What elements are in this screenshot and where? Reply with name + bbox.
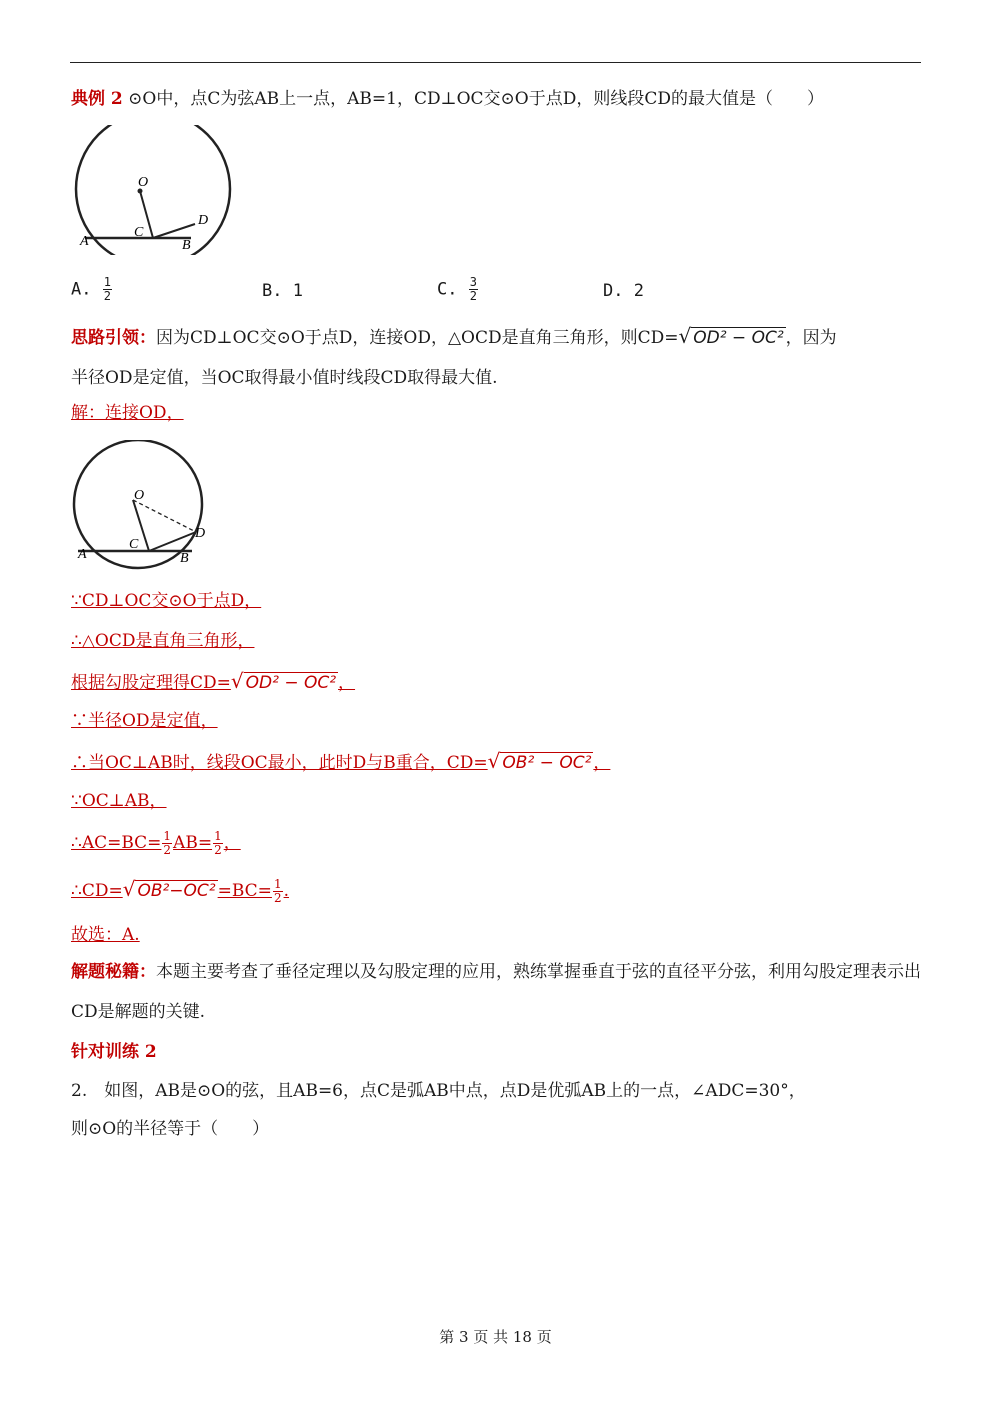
label-d: D bbox=[198, 213, 209, 228]
label-c: C bbox=[129, 537, 139, 552]
solution-step-5: ∴当OC⊥AB时，线段OC最小，此时D与B重合，CD=√ OB² − OC² ， bbox=[71, 749, 611, 773]
figure-1 bbox=[70, 125, 240, 255]
solution-step-7: ∴AC=BC= $\frac{1}{2}$ AB= $\frac{1}{2}$ ， bbox=[71, 829, 241, 857]
page-footer: 第 3 页 共 18 页 bbox=[439, 1328, 552, 1346]
solution-step-8: ∴CD=√ OB²−OC² =BC= $\frac{1}{2}$ . bbox=[71, 877, 289, 905]
solution-step-4: ∵半径OD是定值， bbox=[71, 711, 218, 731]
label-d: D bbox=[195, 526, 206, 541]
hint-paragraph: 思路引领：因为CD⊥OC交⊙O于点D，连接OD，△OCD是直角三角形，则CD=√ OD² − OC² ，因为 半径OD是定值，当OC取得最小值时线段CD取得最大值. bbox=[71, 324, 837, 388]
example-label: 典例 2 bbox=[71, 89, 123, 109]
label-c: C bbox=[134, 225, 144, 240]
training-title: 针对训练 2 bbox=[71, 1042, 157, 1062]
choice-b: B. 1 bbox=[262, 281, 303, 301]
choice-c: C. $\frac{3}{2}$ bbox=[437, 275, 477, 303]
training-question-line1: 2. 如图，AB是⊙O的弦，且AB=6，点C是弧AB中点，点D是优弧AB上的一点，∠ADC=30°， bbox=[71, 1081, 806, 1101]
label-o: O bbox=[138, 175, 149, 190]
hint-label: 思路引领： bbox=[71, 328, 156, 348]
training-question-line2: 则⊙O的半径等于（ ） bbox=[71, 1119, 270, 1139]
label-o: O bbox=[134, 488, 145, 503]
example-question bbox=[71, 88, 824, 110]
example-question-text: ⊙O中，点C为弦AB上一点，AB=1，CD⊥OC交⊙O于点D，则线段CD的最大值是（ ） bbox=[128, 89, 824, 109]
solution-step-1: ∵CD⊥OC交⊙O于点D， bbox=[71, 591, 262, 611]
solution-step-6: ∵OC⊥AB， bbox=[71, 791, 167, 811]
choice-d: D. 2 bbox=[603, 281, 644, 301]
label-a: A bbox=[78, 547, 87, 562]
solution-step-3: 根据勾股定理得CD=√ OD² − OC² ， bbox=[71, 669, 356, 693]
figure-2 bbox=[70, 440, 220, 570]
secret-label: 解题秘籍： bbox=[71, 962, 156, 982]
label-a: A bbox=[80, 234, 89, 249]
solution-answer: 故选：A. bbox=[71, 925, 140, 945]
secret-paragraph: 解题秘籍：本题主要考查了垂径定理以及勾股定理的应用，熟练掌握垂直于弦的直径平分弦，利用勾股定理表示出CD是解题的关键. bbox=[71, 962, 921, 1022]
choice-a: A. $\frac{1}{2}$ bbox=[71, 275, 111, 303]
solution-intro: 解：连接OD， bbox=[71, 403, 184, 423]
label-b: B bbox=[180, 551, 189, 566]
solution-step-2: ∴△OCD是直角三角形， bbox=[71, 631, 255, 651]
header-rule bbox=[70, 62, 921, 63]
label-b: B bbox=[182, 238, 191, 253]
segment-cd bbox=[153, 224, 195, 238]
